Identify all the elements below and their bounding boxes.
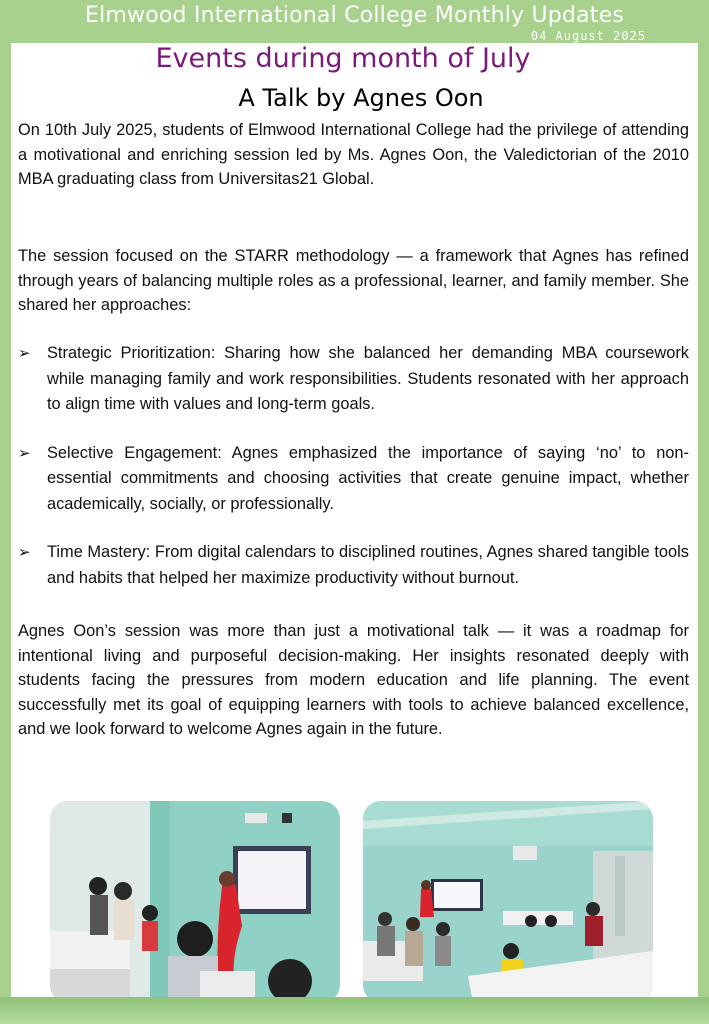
classroom-photo-illustration	[50, 801, 340, 1003]
newsletter-title: Elmwood International College Monthly Updates	[84, 3, 624, 28]
list-item	[18, 441, 689, 518]
bullet-text: Time Mastery: From digital calendars to disciplined routines, Agnes shared tangible tools and habits that helped her maximize productivity without burnout.	[47, 543, 689, 587]
arrowhead-bullet-icon: ➢	[18, 444, 31, 462]
approach-list	[18, 341, 689, 614]
list-item	[18, 341, 689, 418]
bullet-text: Strategic Prioritization: Sharing how she balanced her demanding MBA coursework while managing family and work responsibilities. Students resonated with her approach to align time with values and long-term goals.	[47, 344, 689, 413]
list-item	[18, 540, 689, 591]
event-photo-speaker-closeup	[50, 801, 340, 1003]
newsletter-date: 04 August 2025	[530, 29, 646, 43]
section-heading: Events during month of July	[155, 43, 531, 74]
conclusion-paragraph: Agnes Oon’s session was more than just a motivational talk — it was a roadmap for intentional living and purposeful decision-making. Her insights resonated deeply with students facing the pressures from modern education and life planning. The event successfully met its goal of equipping learners with tools to achieve balanced excellence, and we look forward to welcome Agnes again in the future.	[18, 622, 689, 738]
arrowhead-bullet-icon: ➢	[18, 345, 31, 362]
bottom-border	[0, 997, 709, 1024]
event-photo-classroom-wide	[363, 801, 653, 1003]
focus-paragraph: The session focused on the STARR methodology — a framework that Agnes has refined through years of balancing multiple roles as a professional, learner, and family member. She shared her approaches:	[18, 247, 689, 314]
content-panel	[11, 43, 698, 997]
article-title: A Talk by Agnes Oon	[238, 84, 484, 112]
intro-paragraph: On 10th July 2025, students of Elmwood International College had the privilege of attending a motivational and enriching session led by Ms. Agnes Oon, the Valedictorian of the 2010 MBA graduating class from Universitas21 Global.	[18, 121, 689, 188]
classroom-photo-illustration	[363, 801, 653, 1003]
arrowhead-bullet-icon: ➢	[18, 544, 31, 561]
bullet-text: Selective Engagement: Agnes emphasized the importance of saying ‘no’ to non-essential commitments and choosing activities that create genuine impact, whether academically, socially, or professionally.	[47, 443, 689, 513]
